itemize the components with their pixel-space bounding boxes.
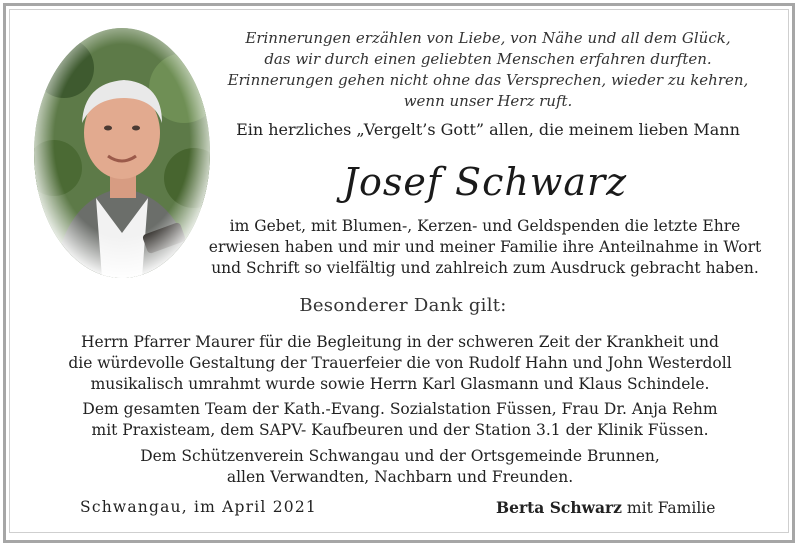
thanks-continuation	[202, 216, 768, 279]
text-line: erwiesen haben und mir und meiner Familie ihre Anteilnahme in Wort	[208, 238, 762, 256]
text-line: die würdevolle Gestaltung der Trauerfeier die von Rudolf Hahn und John Westerdoll	[68, 354, 732, 372]
thanks-paragraph-care	[28, 399, 772, 441]
portrait-photo	[34, 28, 210, 278]
text-line: Dem gesamten Team der Kath.-Evang. Sozialstation Füssen, Frau Dr. Anja Rehm	[82, 400, 718, 418]
text-line: Herrn Pfarrer Maurer für die Begleitung in der schweren Zeit der Krankheit und	[81, 333, 719, 351]
thanks-paragraph-clergy	[28, 332, 772, 395]
deceased-name: Josef Schwarz	[342, 160, 628, 204]
text-line: und Schrift so vielfältig und zahlreich zum Ausdruck gebracht haben.	[211, 259, 759, 277]
thanks-line: Ein herzliches „Vergelt’s Gott” allen, die meinem lieben Mann	[236, 120, 740, 139]
text-line: allen Verwandten, Nachbarn und Freunden.	[226, 468, 574, 486]
poem	[208, 28, 768, 112]
portrait-illustration	[34, 28, 210, 278]
text-line: Dem Schützenverein Schwangau und der Ortsgemeinde Brunnen,	[140, 447, 660, 465]
poem-line: Erinnerungen gehen nicht ohne das Versprechen, wieder zu kehren,	[227, 71, 749, 89]
poem-line: Erinnerungen erzählen von Liebe, von Nähe und all dem Glück,	[245, 29, 731, 47]
text-line: mit Praxisteam, dem SAPV- Kaufbeuren und der Station 3.1 der Klinik Füssen.	[91, 421, 709, 439]
text-line: im Gebet, mit Blumen-, Kerzen- und Geldspenden die letzte Ehre	[229, 217, 741, 235]
signature	[496, 498, 715, 517]
thanks-paragraph-community	[28, 446, 772, 488]
special-thanks-heading: Besonderer Dank gilt:	[299, 295, 507, 316]
poem-line: wenn unser Herz ruft.	[403, 92, 573, 110]
poem-line: das wir durch einen geliebten Menschen erfahren durften.	[264, 50, 712, 68]
text-line: musikalisch umrahmt wurde sowie Herrn Karl Glasmann und Klaus Schindele.	[90, 375, 710, 393]
signer-suffix: mit Familie	[626, 499, 716, 517]
signer-name: Berta Schwarz	[496, 498, 622, 517]
place-date: Schwangau, im April 2021	[80, 498, 317, 516]
